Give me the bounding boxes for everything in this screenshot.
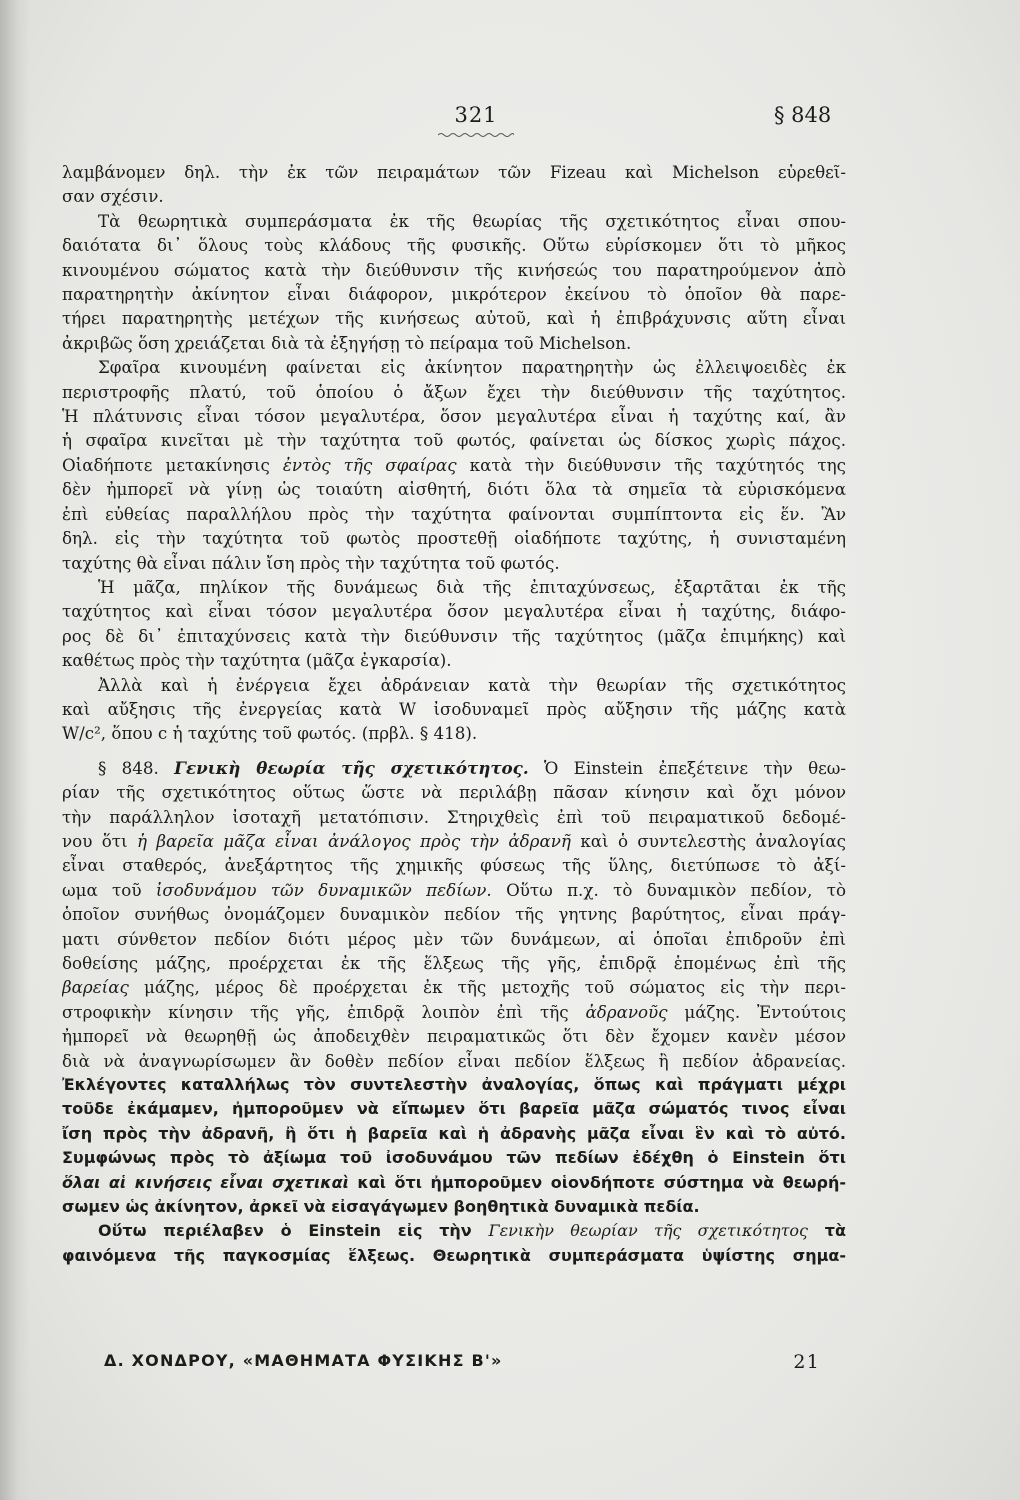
page-number: 321 [454, 103, 498, 127]
page-number-underline [438, 131, 514, 139]
text-line: εἶναι σταθερός, ἀνεξάρτητος τῆς χημικῆς φύσεως τῆς ὕλης, διετύπωσε τὸ ἀξί- [62, 855, 846, 876]
text-line: παρατηρητὴν ἀκίνητον εἶναι διάφορον, μικρότερον ἐκείνου τὸ ὁποῖον θὰ παρε- [62, 284, 846, 305]
text-line: σωμεν ὡς ἀκίνητον, ἀρκεῖ νὰ εἰσαγάγωμεν βοηθητικὰ δυναμικὰ πεδία. [62, 1197, 700, 1217]
text-line [62, 878, 846, 902]
text-run: Ὁ Einstein ἐπεξέτεινε τὴν θεω- [543, 757, 846, 778]
text-run: καὶ ὅτι ἠμποροῦμεν οἱονδήποτε σύστημα νὰ θεωρή- [357, 1172, 846, 1192]
text-line: ταχύτης θὰ εἶναι πάλιν ἴση πρὸς τὴν ταχύτητα τοῦ φωτός. [62, 552, 560, 573]
text-run: Οἱαδήποτε μετακίνησις [62, 454, 270, 475]
text-line: ταχύτητος καὶ εἶναι τόσον μεγαλυτέρα ὅσον μεγαλυτέρα εἶναι ἡ ταχύτης, διάφο- [62, 601, 846, 622]
text-run: τὰ [824, 1221, 846, 1241]
text-line: ἀκριβῶς ὅση χρειάζεται διὰ τὰ ἐξηγήσῃ τὸ πείραμα τοῦ Michelson. [62, 332, 632, 353]
text-line [62, 1171, 846, 1195]
text-run: μάζης, μέρος δὲ προέρχεται ἐκ τῆς μετοχῆς τοῦ σώματος εἰς τὴν περι- [144, 977, 846, 998]
text-run: Οὕτω περιέλαβεν ὁ Einstein εἰς τὴν [98, 1221, 472, 1241]
text-line: ἴση πρὸς τὴν ἀδρανῆ, ἢ ὅτι ἡ βαρεῖα καὶ ἡ ἀδρανὴς μᾶζα εἶναι ἓν καὶ τὸ αὐτό. [62, 1123, 846, 1143]
text-line [62, 975, 846, 999]
text-line: δηλ. εἰς τὴν ταχύτητα τοῦ φωτὸς προστεθῇ οἱαδήποτε ταχύτης, ἡ συνισταμένη [62, 528, 846, 549]
text-line: σαν σχέσιν. [62, 186, 164, 207]
page-spine-shadow [0, 0, 30, 1500]
text-line [62, 829, 846, 853]
text-line: καὶ αὔξησις τῆς ἐνεργείας κατὰ W ἰσοδυναμεῖ πρὸς αὔξησιν τῆς μάζης κατὰ [62, 698, 846, 719]
italic-phrase: ἀδρανοῦς [585, 1001, 668, 1022]
text-line: τὴν παράλληλον ἰσοταχῆ μετατόπισιν. Στηριχθεὶς ἐπὶ τοῦ πειραματικοῦ δεδομέ- [62, 806, 846, 827]
section-title: Γενικὴ θεωρία τῆς σχετικότητος. [174, 757, 529, 778]
text-line: ὁποῖον συνήθως ὀνομάζομεν δυναμικὸν πεδίον τῆς γητνης βαρύτητος, εἶναι πράγ- [62, 904, 846, 925]
italic-phrase: ἐντὸς τῆς σφαίρας [282, 454, 457, 475]
text-line: Τὰ θεωρητικὰ συμπεράσματα ἐκ τῆς θεωρίας τῆς σχετικότητος εἶναι σπου- [98, 210, 846, 231]
text-run: κατὰ τὴν διεύθυνσιν τῆς ταχύτητός της [469, 454, 846, 475]
footer-author-title: Δ. ΧΟΝΔΡΟΥ, «ΜΑΘΗΜΑΤΑ ΦΥΣΙΚΗΣ Β'» [104, 1351, 503, 1370]
text-line: Συμφώνως πρὸς τὸ ἀξίωμα τοῦ ἰσοδυνάμου τῶν πεδίων ἐδέχθη ὁ Einstein ὅτι [62, 1148, 846, 1168]
text-line: τήρει παρατηρητὴς μετέχων τῆς κινήσεως αὐτοῦ, καὶ ἡ ἐπιβράχυνσις αὕτη εἶναι [62, 308, 846, 329]
text-line [62, 1000, 846, 1024]
text-line [62, 453, 846, 477]
text-line: ματι σύνθετον πεδίον διότι μέρος μὲν τῶν δυνάμεων, αἱ ὁποῖαι ἐπιδροῦν ἐπὶ [62, 928, 846, 949]
italic-phrase: βαρείας [62, 977, 129, 998]
italic-phrase: ἡ βαρεῖα μᾶζα εἶναι ἀνάλογος πρὸς τὴν ἀδρανῆ [136, 830, 571, 851]
text-line: ἐπὶ εὐθείας παραλλήλου πρὸς τὴν ταχύτητα φαίνονται συμπίπτοντα εἰς ἕν. Ἂν [62, 503, 846, 524]
text-run: Οὕτω π.χ. τὸ δυναμικὸν πεδίον, τὸ [506, 879, 846, 900]
text-line: καθέτως πρὸς τὴν ταχύτητα (μᾶζα ἐγκαρσία). [62, 650, 452, 671]
italic-phrase: ἰσοδυνάμου τῶν δυναμικῶν πεδίων. [155, 879, 492, 900]
text-line: διὰ νὰ ἀναγνωρίσωμεν ἂν δοθὲν πεδίον εἶναι πεδίον ἕλξεως ἢ πεδίον ἀδρανείας. [62, 1050, 846, 1071]
text-line: ρος δὲ δι᾽ ἐπιταχύνσεις κατὰ τὴν διεύθυνσιν τῆς ταχύτητος (μᾶζα ἐπιμήκης) καὶ [62, 625, 846, 646]
text-run: ωμα τοῦ [62, 879, 142, 900]
text-line: Ἀλλὰ καὶ ἡ ἐνέργεια ἔχει ἀδράνειαν κατὰ τὴν θεωρίαν τῆς σχετικότητος [98, 674, 846, 695]
text-line: ἡ σφαῖρα κινεῖται μὲ τὴν ταχύτητα τοῦ φωτός, φαίνεται ὡς δίσκος χωρὶς πάχος. [62, 430, 846, 451]
text-line: δὲν ἠμπορεῖ νὰ γίνῃ ὡς τοιαύτη αἰσθητή, διότι ὅλα τὰ σημεῖα τὰ εὑρισκόμενα [62, 479, 846, 500]
section-number: § 848. [98, 757, 159, 778]
text-line: Ἐκλέγοντες καταλλήλως τὸν συντελεστὴν ἀναλογίας, ὅπως καὶ πράγματι μέχρι [62, 1075, 846, 1095]
text-line: δαιότατα δι᾽ ὅλους τοὺς κλάδους τῆς φυσικῆς. Οὕτω εὑρίσκομεν ὅτι τὸ μῆκος [62, 235, 846, 256]
body-text [62, 160, 846, 1268]
text-run: στροφικὴν κίνησιν τῆς γῆς, ἐπιδρᾷ λοιπὸν ἐπὶ τῆς [62, 1001, 569, 1022]
italic-phrase: ὅλαι αἱ κινήσεις εἶναι σχετικαὶ [62, 1172, 349, 1192]
footer-sheet-number: 21 [793, 1351, 820, 1373]
text-line: κινουμένου σώματος κατὰ τὴν διεύθυνσιν τῆς κινήσεώς του παρατηρούμενον ἀπὸ [62, 259, 846, 280]
section-848-heading-line [62, 756, 846, 780]
text-run: καὶ ὁ συντελεστὴς ἀναλογίας [580, 830, 846, 851]
text-line: Σφαῖρα κινουμένη φαίνεται εἰς ἀκίνητον παρατηρητὴν ὡς ἐλλειψοειδὲς ἐκ [98, 357, 846, 378]
text-line: Ἡ μᾶζα, πηλίκον τῆς δυνάμεως διὰ τῆς ἐπιταχύνσεως, ἐξαρτᾶται ἐκ τῆς [98, 576, 846, 597]
text-run: νου ὅτι [62, 830, 128, 851]
text-line [62, 1219, 846, 1243]
text-line: περιστροφῆς πλατύ, τοῦ ὁποίου ὁ ἄξων ἔχει τὴν διεύθυνσιν τῆς ταχύτητος. [62, 381, 846, 402]
text-run: μάζης. Ἐντούτοις [684, 1001, 846, 1022]
text-line: φαινόμενα τῆς παγκοσμίας ἕλξεως. Θεωρητικὰ συμπεράσματα ὑψίστης σημα- [62, 1245, 846, 1265]
text-line: ρίαν τῆς σχετικότητος οὕτως ὥστε νὰ περιλάβῃ πᾶσαν κίνησιν καὶ ὄχι μόνον [62, 782, 846, 803]
text-line: δοθείσης μάζης, προέρχεται ἐκ τῆς ἕλξεως τῆς γῆς, ἐπιδρᾷ ἑπομένως ἐπὶ τῆς [62, 953, 846, 973]
text-line: τοῦδε ἐκάμαμεν, ἠμποροῦμεν νὰ εἴπωμεν ὅτι βαρεῖα μᾶζα σώματός τινος εἶναι [62, 1099, 846, 1119]
text-line: Ἡ πλάτυνσις εἶναι τόσον μεγαλυτέρα, ὅσον μεγαλυτέρα εἶναι ἡ ταχύτης καί, ἂν [62, 406, 846, 427]
text-line: λαμβάνομεν δηλ. τὴν ἐκ τῶν πειραμάτων τῶν Fizeau καὶ Michelson εὑρεθεῖ- [62, 162, 846, 182]
text-line: ἠμπορεῖ νὰ θεωρηθῇ ὡς ἀποδειχθὲν πειραματικῶς ὅτι δὲν ἔχομεν κανὲν μέσον [62, 1026, 846, 1047]
section-marker: § 848 [774, 103, 832, 127]
text-line: W/c², ὅπου c ἡ ταχύτης τοῦ φωτός. (πρβλ. § 418). [62, 723, 478, 744]
italic-phrase: Γενικὴν θεωρίαν τῆς σχετικότητος [488, 1221, 809, 1241]
